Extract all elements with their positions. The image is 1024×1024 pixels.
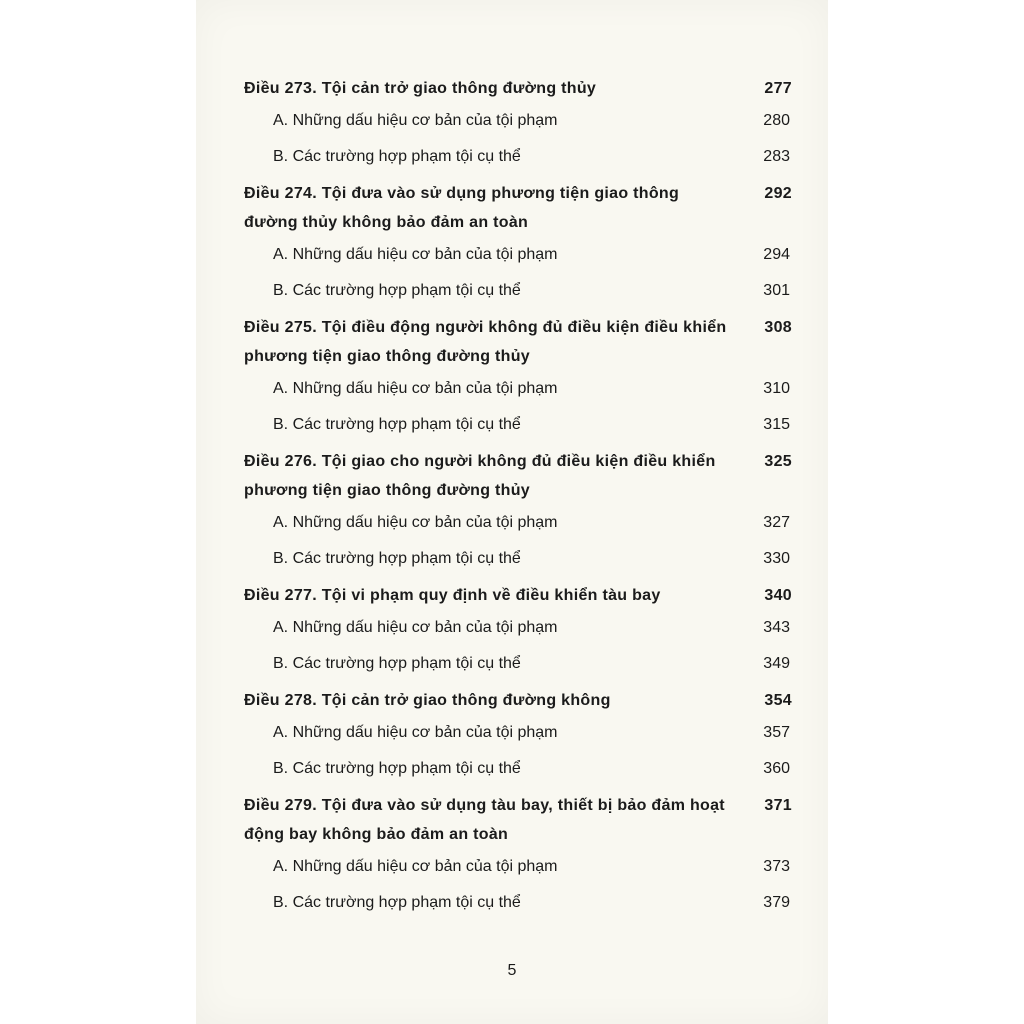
toc-subentry-page: 349: [763, 654, 790, 672]
toc-subentry-page: 310: [763, 380, 790, 397]
toc-subentry-page: 360: [763, 759, 790, 777]
toc-subentry: [244, 407, 792, 443]
toc-subentry-page: 315: [763, 415, 790, 433]
toc-heading-title: Điều 279. Tội đưa vào sử dụng tàu bay, thiết bị bảo đảm hoạt động bay không bảo đảm an toàn: [244, 797, 725, 843]
toc-subentry-page: 327: [763, 514, 790, 531]
toc-entry: [244, 313, 792, 442]
toc-subentry-title: B. Các trường hợp phạm tội cụ thể: [273, 415, 521, 433]
toc-subentry-title: A. Những dấu hiệu cơ bản của tội phạm: [273, 724, 558, 741]
toc-heading-page: 325: [764, 453, 792, 470]
toc-heading: [244, 313, 792, 371]
toc-heading: [244, 581, 792, 610]
toc-entry: [244, 447, 792, 576]
toc-subentry-title: B. Các trường hợp phạm tội cụ thể: [273, 893, 521, 911]
toc-heading-page: 371: [764, 797, 792, 814]
toc-subentry-title: A. Những dấu hiệu cơ bản của tội phạm: [273, 246, 558, 263]
toc-subentry: [244, 237, 792, 273]
toc-heading-page: 308: [764, 319, 792, 336]
toc-entry: [244, 581, 792, 681]
toc-subentry: [244, 646, 792, 682]
toc-subentry-title: B. Các trường hợp phạm tội cụ thể: [273, 549, 521, 567]
toc-subentry-title: A. Những dấu hiệu cơ bản của tội phạm: [273, 380, 558, 397]
toc-heading-title: Điều 275. Tội điều động người không đủ điều kiện điều khiển phương tiện giao thông đường thủy: [244, 319, 727, 365]
toc-subentry-page: 357: [763, 724, 790, 741]
toc-subentry: [244, 541, 792, 577]
toc-subentry-page: 379: [763, 893, 790, 911]
toc-subentry-title: A. Những dấu hiệu cơ bản của tội phạm: [273, 514, 558, 531]
toc-subentry: [244, 610, 792, 646]
toc-heading: [244, 791, 792, 849]
toc-subentry-title: A. Những dấu hiệu cơ bản của tội phạm: [273, 858, 558, 875]
toc-heading-title: Điều 278. Tội cản trở giao thông đường không: [244, 692, 611, 709]
toc-subentry-page: 294: [763, 246, 790, 263]
toc-subentry: [244, 139, 792, 175]
toc-heading: [244, 686, 792, 715]
page-number: 5: [507, 962, 517, 979]
toc-entry: [244, 74, 792, 174]
toc-heading-page: 340: [764, 587, 792, 604]
table-of-contents: [244, 74, 792, 920]
toc-heading: [244, 447, 792, 505]
toc-subentry-title: B. Các trường hợp phạm tội cụ thể: [273, 759, 521, 777]
toc-subentry-title: A. Những dấu hiệu cơ bản của tội phạm: [273, 619, 558, 636]
toc-subentry: [244, 505, 792, 541]
toc-subentry-page: 283: [763, 147, 790, 165]
toc-subentry-title: B. Các trường hợp phạm tội cụ thể: [273, 147, 521, 165]
toc-entry: [244, 179, 792, 308]
toc-heading-page: 354: [764, 692, 792, 709]
toc-heading: [244, 74, 792, 103]
toc-subentry: [244, 273, 792, 309]
toc-heading-page: 277: [764, 80, 792, 97]
toc-heading-title: Điều 277. Tội vi phạm quy định về điều khiển tàu bay: [244, 587, 661, 604]
toc-subentry-page: 330: [763, 549, 790, 567]
toc-heading-title: Điều 274. Tội đưa vào sử dụng phương tiện giao thông đường thủy không bảo đảm an toàn: [244, 185, 680, 231]
toc-subentry-page: 280: [763, 112, 790, 129]
toc-heading: [244, 179, 792, 237]
toc-heading-title: Điều 276. Tội giao cho người không đủ điều kiện điều khiển phương tiện giao thông đường thủy: [244, 453, 716, 499]
toc-heading-page: 292: [764, 185, 792, 202]
toc-entry: [244, 686, 792, 786]
toc-subentry: [244, 103, 792, 139]
toc-subentry: [244, 885, 792, 921]
toc-subentry-title: B. Các trường hợp phạm tội cụ thể: [273, 281, 521, 299]
toc-subentry-page: 343: [763, 619, 790, 636]
toc-heading-title: Điều 273. Tội cản trở giao thông đường thủy: [244, 80, 597, 97]
toc-subentry-page: 301: [763, 281, 790, 299]
toc-subentry-title: A. Những dấu hiệu cơ bản của tội phạm: [273, 112, 558, 129]
toc-subentry-page: 373: [763, 858, 790, 875]
toc-subentry: [244, 751, 792, 787]
toc-subentry: [244, 715, 792, 751]
toc-entry: [244, 791, 792, 920]
toc-subentry: [244, 371, 792, 407]
toc-subentry: [244, 849, 792, 885]
toc-subentry-title: B. Các trường hợp phạm tội cụ thể: [273, 654, 521, 672]
